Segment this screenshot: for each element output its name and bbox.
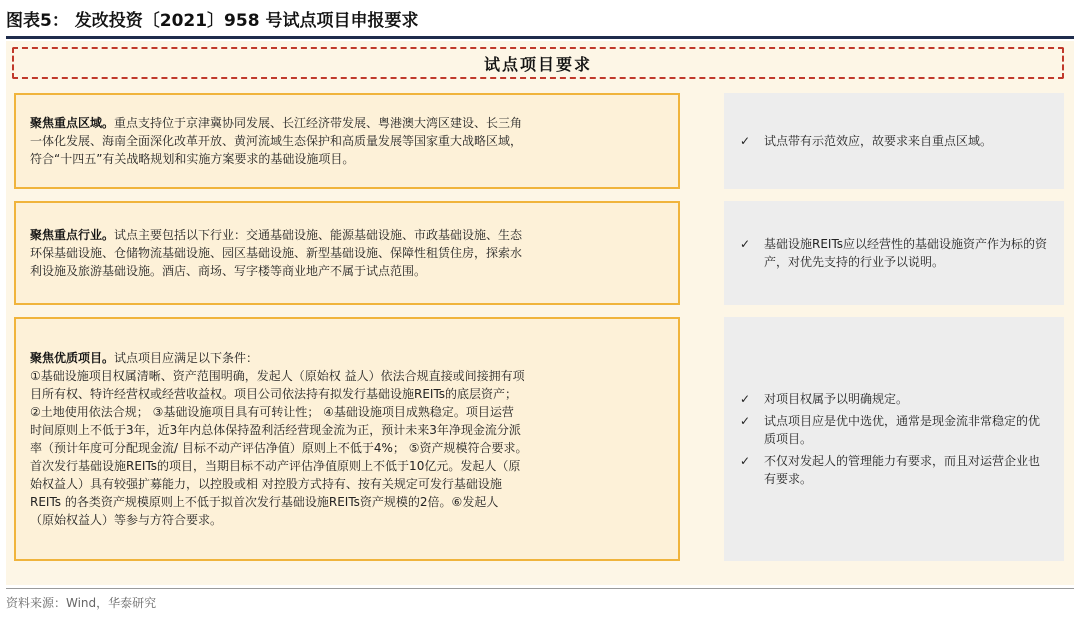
source-divider xyxy=(6,588,1074,589)
list-item-text: 对项目权属予以明确规定。 xyxy=(764,392,909,406)
banner-title: 试点项目要求 xyxy=(483,54,592,74)
left-box-region xyxy=(14,93,680,189)
content-panel xyxy=(6,41,1074,585)
left-line: 率（预计年度可分配现金流/ 目标不动产评估净值）原则上不低于4%； ⑤资产规模符合要求。 xyxy=(30,441,528,455)
left-line: 时间原则上不低于3年，近3年内总体保持盈利活经营现金流为正，预计未来3年净现金流分派 xyxy=(30,423,521,437)
check-icon: ✓ xyxy=(740,454,751,468)
left-line: 重点支持位于京津冀协同发展、长江经济带发展、粤港澳大湾区建设、长三角 xyxy=(114,116,523,130)
left-line: 始权益人）具有较强扩募能力，以控股或相 对控股方式持有、按有关规定可发行基础设施 xyxy=(30,477,502,491)
list-item-text: 试点项目应是优中选优，通常是现金流非常稳定的优质项目。 xyxy=(764,414,1041,446)
check-icon: ✓ xyxy=(740,134,751,148)
list-item-text: 不仅对发起人的管理能力有要求，而且对运营企业也有要求。 xyxy=(764,454,1041,486)
list-item-text: 试点带有示范效应，故要求来自重点区域。 xyxy=(764,134,993,148)
left-line: 首次发行基础设施REITs的项目，当期目标不动产评估净值原则上不低于10亿元。发起人（原 xyxy=(30,459,521,473)
left-line: REITs 的各类资产规模原则上不低于拟首次发行基础设施REITs资产规模的2倍。⑥发起人 xyxy=(30,495,499,509)
left-box-industry xyxy=(14,201,680,305)
list-item xyxy=(740,412,1048,448)
left-text xyxy=(30,349,664,529)
check-icon: ✓ xyxy=(740,392,751,406)
right-list xyxy=(740,231,1048,275)
left-heading: 聚焦重点区域。 xyxy=(30,116,115,130)
left-line: ①基础设施项目权属清晰、资产范围明确，发起人（原始权 益人）依法合规直接或间接拥有项 xyxy=(30,369,525,383)
title-divider xyxy=(6,36,1074,39)
left-line: 环保基础设施、仓储物流基础设施、园区基础设施、新型基础设施、保障性租赁住房，探索水 xyxy=(30,246,523,260)
right-list xyxy=(740,128,1048,154)
source-note: 资料来源：Wind，华泰研究 xyxy=(6,596,157,610)
right-box-industry xyxy=(724,201,1064,305)
left-line: 目所有权、特许经营权或经营收益权。项目公司依法持有拟发行基础设施REITs的底层资产； xyxy=(30,387,518,401)
right-list xyxy=(740,386,1048,492)
check-icon: ✓ xyxy=(740,237,751,251)
left-heading: 聚焦优质项目。 xyxy=(30,351,115,365)
check-icon: ✓ xyxy=(740,414,751,428)
figure-title: 图表5： 发改投资〔2021〕958 号试点项目申报要求 xyxy=(6,11,419,31)
left-text xyxy=(30,226,664,280)
left-line: 利设施及旅游基础设施。酒店、商场、写字楼等商业地产不属于试点范围。 xyxy=(30,264,427,278)
left-line: （原始权益人）等参与方符合要求。 xyxy=(30,513,223,527)
left-line: 试点项目应满足以下条件： xyxy=(114,351,259,365)
list-item xyxy=(740,235,1048,271)
left-line: ②土地使用依法合规； ③基础设施项目具有可转让性； ④基础设施项目成熟稳定。项目运营 xyxy=(30,405,514,419)
left-text xyxy=(30,114,664,168)
list-item-text: 基础设施REITs应以经营性的基础设施资产作为标的资产，对优先支持的行业予以说明。 xyxy=(764,237,1048,269)
left-heading: 聚焦重点行业。 xyxy=(30,228,115,242)
left-line: 试点主要包括以下行业：交通基础设施、能源基础设施、市政基础设施、生态 xyxy=(114,228,523,242)
list-item xyxy=(740,390,1048,408)
banner xyxy=(12,47,1064,79)
left-line: 一体化发展、海南全面深化改革开放、黄河流域生态保护和高质量发展等国家重大战略区域， xyxy=(30,134,523,148)
list-item xyxy=(740,452,1048,488)
left-line: 符合“十四五”有关战略规划和实施方案要求的基础设施项目。 xyxy=(30,152,355,166)
left-box-quality xyxy=(14,317,680,561)
right-box-region xyxy=(724,93,1064,189)
list-item xyxy=(740,132,1048,150)
right-box-quality xyxy=(724,317,1064,561)
